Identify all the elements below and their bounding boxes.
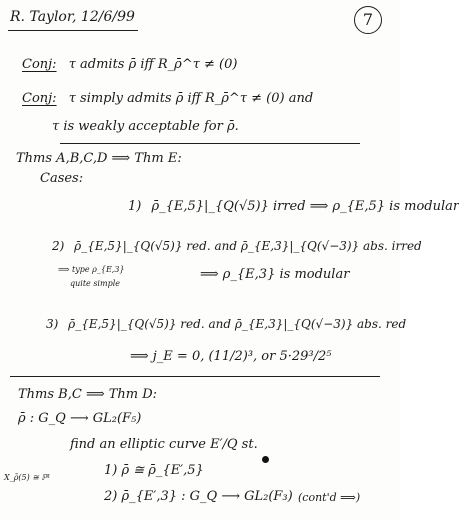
conj-label: Conj: (22, 57, 57, 72)
find-elliptic-curve: find an elliptic curve E′/Q st. (70, 437, 258, 452)
case-text: ρ̄_{E,5}|_{Q(√5)} irred ⟹ ρ_{E,5} is modular (151, 199, 459, 214)
case-3-line-2: ⟹ j_E = 0, (11/2)³, or 5·29³/2⁵ (130, 349, 332, 364)
condition-1: 1) ρ̄ ≅ ρ̄_{E′,5} (104, 463, 204, 478)
conj-1 (22, 58, 237, 71)
conj-text: τ simply admits ρ̄ iff R_ρ̄^τ ≠ (0) and (68, 91, 314, 106)
case-number: 2) (52, 239, 65, 253)
map-rho-bar: ρ̄ : G_Q ⟶ GL₂(F₅) (18, 411, 142, 426)
condition-2: 2) ρ̄_{E′,3} : G_Q ⟶ GL₂(F₃) (104, 489, 293, 504)
case-2-note-2: quite simple (70, 279, 120, 288)
case-2-note-1: ⟹ type ρ_{E,3} (58, 265, 125, 274)
ink-dot (262, 456, 269, 463)
conj-label: Conj: (22, 91, 57, 106)
case-number: 1) (128, 199, 142, 214)
page-number: 7 (362, 10, 374, 29)
conj-text: τ admits ρ̄ iff R_ρ̄^τ ≠ (0) (68, 57, 238, 72)
thm-e-heading: Thms A,B,C,D ⟹ Thm E: (16, 151, 182, 166)
conj-2-continuation: τ is weakly acceptable for ρ̄. (52, 119, 239, 134)
case-1 (128, 200, 459, 213)
side-note-modular-curve: X_ρ̄(5) ≅ ℙ¹ (4, 473, 51, 482)
author-date: R. Taylor, 12/6/99 (10, 9, 135, 25)
case-2-line-1 (52, 240, 422, 252)
case-number: 3) (46, 317, 59, 331)
continued-note: (cont'd ⟹) (298, 491, 361, 504)
section-divider-1 (60, 143, 360, 144)
section-divider-2 (10, 376, 380, 377)
page-number-circle (354, 6, 382, 34)
thm-d-heading: Thms B,C ⟹ Thm D: (18, 387, 158, 402)
case-3-line-1 (46, 318, 406, 330)
case-text: ρ̄_{E,5}|_{Q(√5)} red. and ρ̄_{E,3}|_{Q(√−3)} abs. red (68, 317, 407, 331)
conj-2 (22, 92, 313, 105)
case-text: ρ̄_{E,5}|_{Q(√5)} red. and ρ̄_{E,3}|_{Q(√−3)} abs. irred (74, 239, 422, 253)
case-2-line-2: ⟹ ρ_{E,3} is modular (200, 267, 350, 282)
cases-label: Cases: (40, 171, 84, 186)
header-underline (8, 30, 138, 31)
